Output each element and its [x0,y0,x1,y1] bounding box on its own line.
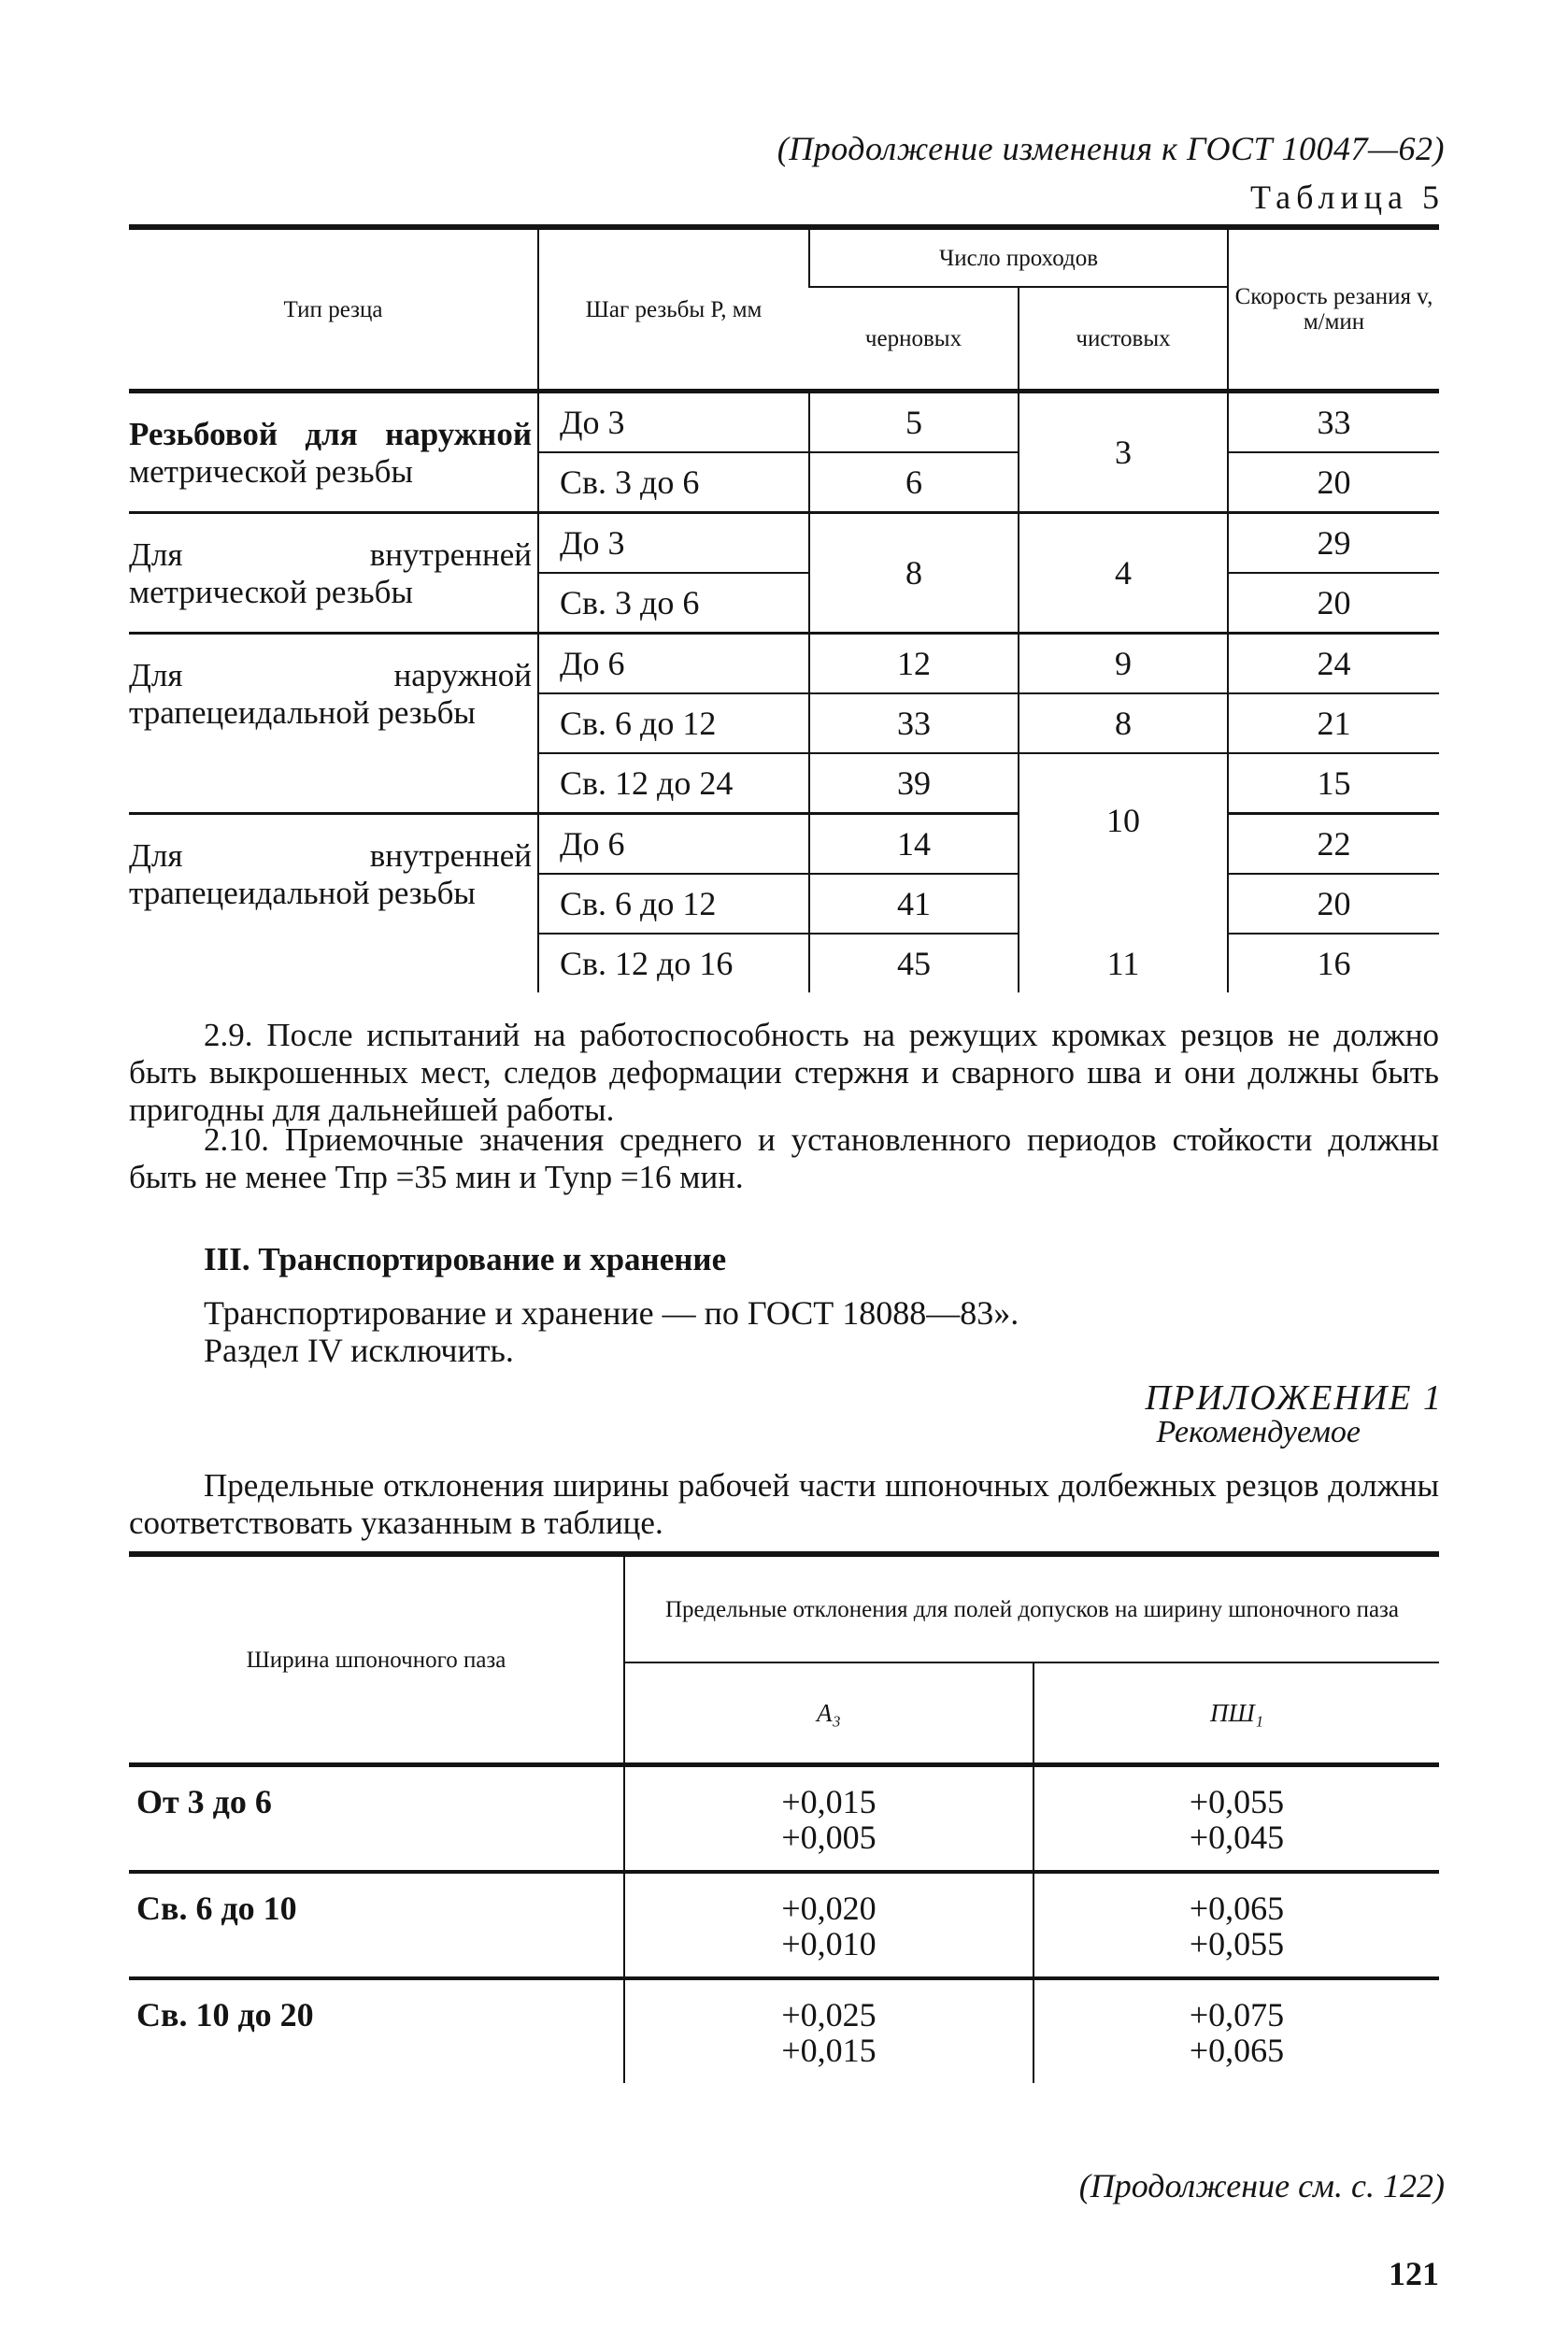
table-row [129,1765,1439,1873]
table-row [129,1872,1439,1978]
header-finish: чистовых [1019,287,1228,392]
speed-cell: 21 [1228,693,1439,753]
cutter-type: Резьбовой для наружной метрической резьбы [129,392,538,513]
rough-cell: 14 [809,814,1019,875]
header-type: Тип резца [129,227,538,392]
pitch-cell: Св. 3 до 6 [538,452,809,513]
cutter-type: Для внутренней метрической резьбы [129,513,538,634]
pitch-cell: До 6 [538,814,809,875]
cutter-type: Для наружной трапецеидальной резьбы [129,634,538,814]
rough-cell: 45 [809,934,1019,992]
pitch-cell: Св. 12 до 24 [538,753,809,814]
paragraph-2-10: 2.10. Приемочные значения среднего и установленного периодов стойкости должны быть не менее Тпр =35 мин и Туnp =16 мин. [129,1121,1439,1195]
header-note: (Продолжение изменения к ГОСТ 10047—62) [777,130,1445,167]
rough-cell: 12 [809,634,1019,694]
rough-cell: 5 [809,392,1019,453]
appendix-title: ПРИЛОЖЕНИЕ 1 [1145,1378,1443,1418]
width-cell: Св. 10 до 20 [129,1978,624,2083]
finish-cell: 4 [1019,513,1228,634]
header-a3: А₃ [624,1662,1033,1765]
speed-cell: 15 [1228,753,1439,814]
finish-cell: 9 [1019,634,1228,694]
rough-cell: 6 [809,452,1019,513]
psh1-cell: +0,065 +0,055 [1033,1872,1439,1978]
section-3-title: III. Транспортирование и хранение [204,1241,727,1277]
cutting-modes-table [129,224,1439,992]
section-3-text: Транспортирование и хранение — по ГОСТ 18088—83». [204,1294,1019,1332]
appendix-subtitle: Рекомендуемое [1156,1415,1361,1449]
pitch-cell: До 3 [538,392,809,453]
header-pitch: Шаг резьбы Р, мм [538,227,809,392]
appendix-text: Предельные отклонения ширины рабочей части шпоночных долбежных резцов должны соответствовать указанным в таблице. [129,1467,1439,1541]
pitch-cell: Св. 6 до 12 [538,874,809,934]
table-row [129,814,1439,875]
header-deviations: Предельные отклонения для полей допусков на ширину шпоночного паза [624,1554,1439,1662]
tolerance-table [129,1551,1439,2083]
rough-cell: 41 [809,874,1019,934]
psh1-cell: +0,055 +0,045 [1033,1765,1439,1873]
a3-cell: +0,015 +0,005 [624,1765,1033,1873]
psh1-cell: +0,075 +0,065 [1033,1978,1439,2083]
speed-cell: 16 [1228,934,1439,992]
finish-cell: 11 [1019,934,1228,992]
cutter-type: Для внутренней трапецеидальной резьбы [129,814,538,993]
table-row [129,392,1439,453]
a3-cell: +0,020 +0,010 [624,1872,1033,1978]
width-cell: От 3 до 6 [136,1783,272,1820]
footer-note: (Продолжение см. с. 122) [1078,2167,1445,2204]
rough-cell: 8 [809,513,1019,634]
pitch-cell: До 3 [538,513,809,574]
table-row [129,513,1439,574]
header-rough: черновых [809,287,1019,392]
width-cell: Св. 6 до 10 [129,1872,624,1978]
rough-cell: 33 [809,693,1019,753]
pitch-cell: Св. 12 до 16 [538,934,809,992]
table-caption: Таблица 5 [1250,178,1445,216]
table-row [129,634,1439,694]
header-passes: Число проходов [809,227,1228,287]
speed-cell: 20 [1228,874,1439,934]
speed-cell: 22 [1228,814,1439,875]
speed-cell: 29 [1228,513,1439,574]
speed-cell: 24 [1228,634,1439,694]
speed-cell: 20 [1228,452,1439,513]
table-row [129,1978,1439,2083]
page-number: 121 [1389,2255,1439,2292]
header-width: Ширина шпоночного паза [129,1554,624,1765]
header-speed: Скорость резания v, м/мин [1228,227,1439,392]
header-psh1: ПШ₁ [1033,1662,1439,1765]
pitch-cell: До 6 [538,634,809,694]
speed-cell: 20 [1228,573,1439,634]
rough-cell: 39 [809,753,1019,814]
section-4-text: Раздел IV исключить. [204,1332,514,1369]
pitch-cell: Св. 6 до 12 [538,693,809,753]
finish-cell: 10 [1019,753,1228,934]
a3-cell: +0,025 +0,015 [624,1978,1033,2083]
finish-cell: 3 [1019,392,1228,513]
speed-cell: 33 [1228,392,1439,453]
finish-cell: 8 [1019,693,1228,753]
pitch-cell: Св. 3 до 6 [538,573,809,634]
paragraph-2-9: 2.9. После испытаний на работоспособность на режущих кромках резцов не должно быть выкрошенных мест, следов деформации стержня и сварного шва и они должны быть пригодны для дальнейшей работы. [129,1017,1439,1128]
